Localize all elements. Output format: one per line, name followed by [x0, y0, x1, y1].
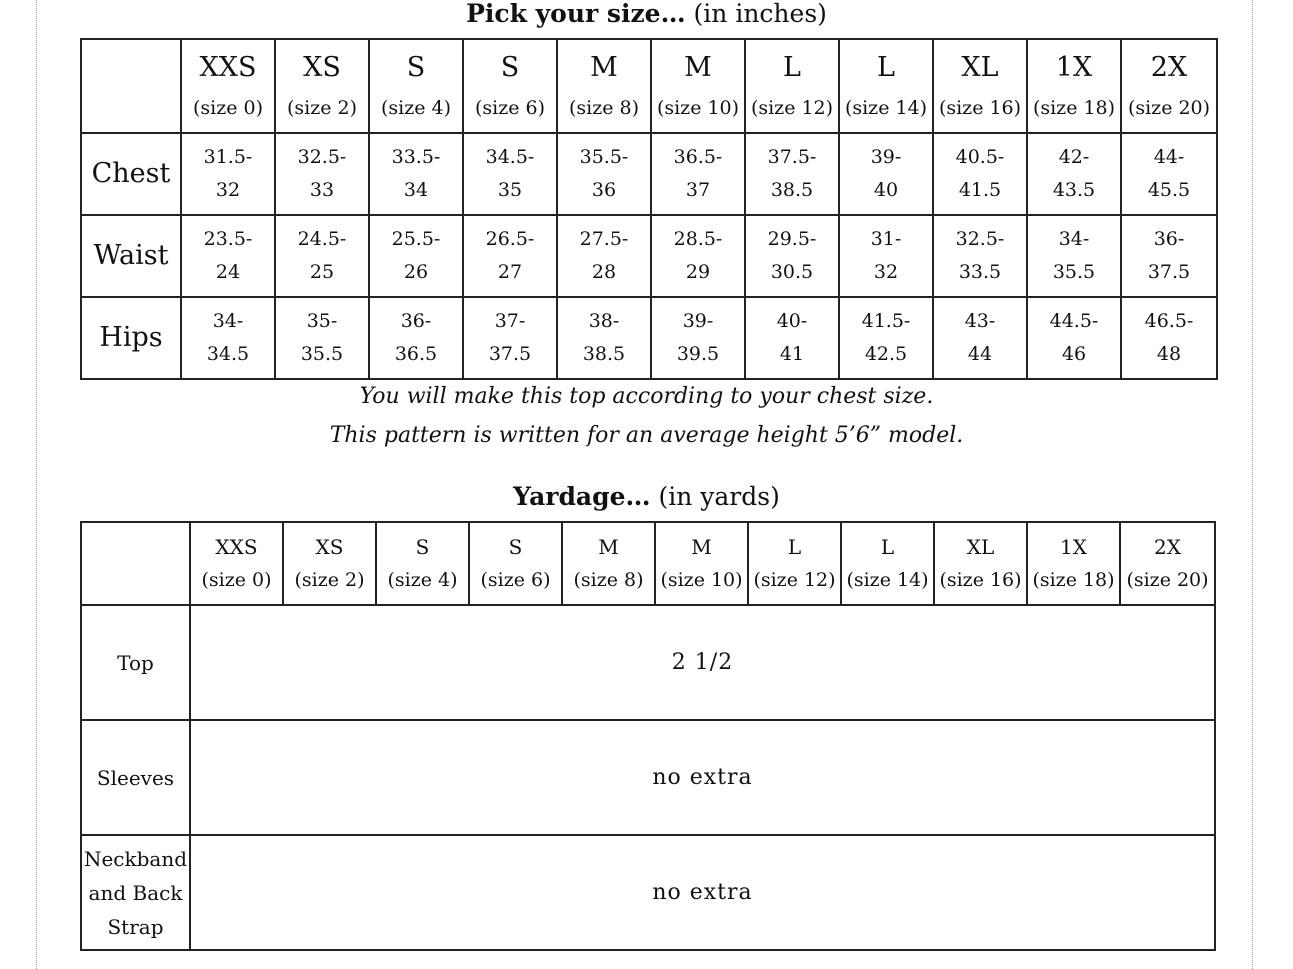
measurement-range-end: 41.5	[958, 179, 1002, 201]
yardage-title-bold: Yardage…	[513, 482, 651, 511]
measurement-cell	[181, 215, 275, 297]
measurement-range-end: 24	[215, 261, 241, 283]
measurement-range-start: 31-	[870, 228, 902, 250]
measurement-range-start: 32.5-	[297, 146, 347, 168]
size-label: S	[406, 52, 426, 83]
measurement-row-waist	[81, 215, 1217, 297]
yardage-title	[0, 483, 1293, 511]
size-header-cell	[655, 522, 748, 605]
size-label: 2X	[1150, 52, 1188, 83]
measurement-range-end: 36	[591, 179, 617, 201]
measurement-range-end: 37	[685, 179, 711, 201]
size-number: (size 8)	[573, 569, 644, 591]
size-number: (size 2)	[294, 569, 365, 591]
measurement-range-start: 44.5-	[1049, 310, 1099, 332]
yardage-item-label-line: Neckband	[83, 846, 188, 871]
measurement-range-end: 25	[309, 261, 335, 283]
measurement-range-start: 36-	[400, 310, 432, 332]
measurement-range-end: 42.5	[864, 343, 908, 365]
yardage-value-cell	[190, 605, 1215, 720]
size-header-cell	[181, 39, 275, 133]
measurement-cell	[1027, 215, 1121, 297]
measurement-range-end: 32	[873, 261, 899, 283]
measurement-cell	[369, 215, 463, 297]
size-number: (size 14)	[844, 97, 928, 119]
size-label: L	[880, 535, 895, 559]
height-note: This pattern is written for an average height 5’6” model.	[329, 423, 964, 448]
measurement-range-end: 43.5	[1052, 179, 1096, 201]
size-label: M	[691, 535, 712, 559]
size-number: (size 16)	[939, 569, 1022, 591]
measurement-cell	[839, 215, 933, 297]
size-header-cell	[469, 522, 562, 605]
measurement-range-start: 33.5-	[391, 146, 441, 168]
measurement-range-start: 26.5-	[485, 228, 535, 250]
size-header-cell	[1121, 39, 1217, 133]
chest-size-note: You will make this top according to your chest size.	[359, 384, 934, 409]
size-label: XS	[303, 52, 341, 83]
size-header-cell	[369, 39, 463, 133]
size-header-cell	[562, 522, 655, 605]
size-label: S	[500, 52, 520, 83]
measurement-cell	[557, 215, 651, 297]
size-header-cell	[1120, 522, 1215, 605]
size-header-cell	[463, 39, 557, 133]
size-header-cell	[745, 39, 839, 133]
measurement-range-start: 35-	[306, 310, 338, 332]
measurement-cell	[181, 297, 275, 379]
measurement-range-end: 38.5	[582, 343, 626, 365]
measurement-cell	[557, 133, 651, 215]
measurement-cell	[275, 133, 369, 215]
measurement-range-start: 35.5-	[579, 146, 629, 168]
measurement-cell	[275, 215, 369, 297]
size-number: (size 18)	[1032, 97, 1116, 119]
size-chart-table	[80, 38, 1218, 380]
size-label: S	[508, 535, 523, 559]
size-number: (size 8)	[568, 97, 640, 119]
measurement-range-end: 45.5	[1147, 179, 1191, 201]
measurement-cell	[745, 133, 839, 215]
size-header-cell	[1027, 39, 1121, 133]
size-chart-title-bold: Pick your size…	[466, 0, 686, 28]
size-label: M	[598, 535, 619, 559]
measurement-range-start: 31.5-	[203, 146, 253, 168]
yardage-item-label-line: and Back	[88, 880, 183, 905]
measurement-row-hips	[81, 297, 1217, 379]
measurement-label: Waist	[81, 215, 181, 297]
measurement-range-end: 48	[1156, 343, 1182, 365]
measurement-range-end: 37.5	[1147, 261, 1191, 283]
size-label: XS	[315, 535, 344, 559]
size-label: 1X	[1060, 535, 1087, 559]
size-number: (size 16)	[938, 97, 1022, 119]
measurement-cell	[463, 297, 557, 379]
size-header-cell	[190, 522, 283, 605]
measurement-range-end: 39.5	[676, 343, 720, 365]
yardage-item-label-line: Sleeves	[96, 765, 175, 790]
measurement-range-start: 40.5-	[955, 146, 1005, 168]
measurement-range-start: 36.5-	[673, 146, 723, 168]
measurement-range-end: 28	[591, 261, 617, 283]
size-label: XXS	[199, 52, 257, 83]
measurement-range-end: 33	[309, 179, 335, 201]
measurement-range-start: 39-	[870, 146, 902, 168]
measurement-range-end: 32	[215, 179, 241, 201]
measurement-range-start: 42-	[1058, 146, 1090, 168]
measurement-cell	[369, 133, 463, 215]
measurement-cell	[839, 133, 933, 215]
measurement-range-end: 35.5	[1052, 261, 1096, 283]
size-number: (size 10)	[656, 97, 740, 119]
yardage-row	[81, 605, 1215, 720]
size-label: M	[590, 52, 618, 83]
measurement-cell	[1027, 297, 1121, 379]
size-number: (size 18)	[1032, 569, 1115, 591]
yardage-item-label-line: Top	[117, 650, 154, 675]
size-header-row	[81, 39, 1217, 133]
measurement-cell	[839, 297, 933, 379]
yardage-row	[81, 720, 1215, 835]
size-number: (size 20)	[1126, 569, 1209, 591]
measurement-range-start: 37-	[494, 310, 526, 332]
size-label: XXS	[215, 535, 258, 559]
measurement-cell	[463, 215, 557, 297]
measurement-cell	[1027, 133, 1121, 215]
yardage-value: no extra	[652, 879, 753, 905]
yardage-title-rest: (in yards)	[650, 482, 780, 511]
measurement-range-end: 38.5	[770, 179, 814, 201]
size-number: (size 10)	[660, 569, 743, 591]
measurement-cell	[1121, 133, 1217, 215]
measurement-range-end: 27	[497, 261, 523, 283]
measurement-label: Chest	[81, 133, 181, 215]
measurement-range-start: 34-	[1058, 228, 1090, 250]
measurement-range-start: 39-	[682, 310, 714, 332]
measurement-range-start: 34.5-	[485, 146, 535, 168]
size-header-cell	[839, 39, 933, 133]
size-header-cell	[283, 522, 376, 605]
size-header-cell	[1027, 522, 1120, 605]
measurement-range-start: 40-	[776, 310, 808, 332]
size-header-cell	[934, 522, 1027, 605]
size-chart-title	[0, 0, 1293, 28]
measurement-range-end: 33.5	[958, 261, 1002, 283]
measurement-label: Hips	[81, 297, 181, 379]
measurement-range-end: 30.5	[770, 261, 814, 283]
measurement-range-end: 34.5	[206, 343, 250, 365]
measurement-range-start: 36-	[1153, 228, 1185, 250]
size-label: M	[684, 52, 712, 83]
size-number: (size 0)	[192, 97, 264, 119]
measurement-range-start: 44-	[1153, 146, 1185, 168]
size-chart-title-rest: (in inches)	[685, 0, 827, 28]
measurement-range-start: 29.5-	[767, 228, 817, 250]
size-label: XL	[966, 535, 995, 559]
measurement-range-start: 34-	[212, 310, 244, 332]
measurement-range-start: 24.5-	[297, 228, 347, 250]
measurement-cell	[181, 133, 275, 215]
size-number: (size 4)	[387, 569, 458, 591]
measurement-range-start: 25.5-	[391, 228, 441, 250]
measurement-row-chest	[81, 133, 1217, 215]
measurement-cell	[933, 133, 1027, 215]
size-label: L	[877, 52, 895, 83]
size-label: 1X	[1055, 52, 1093, 83]
measurement-range-start: 38-	[588, 310, 620, 332]
yardage-item-label-line: Strap	[107, 914, 164, 939]
measurement-cell	[275, 297, 369, 379]
size-number: (size 4)	[380, 97, 452, 119]
measurement-cell	[651, 133, 745, 215]
size-label: S	[415, 535, 430, 559]
corner-cell	[81, 39, 181, 133]
measurement-cell	[557, 297, 651, 379]
measurement-cell	[745, 215, 839, 297]
yardage-table	[80, 521, 1216, 951]
yardage-value: no extra	[652, 764, 753, 790]
measurement-range-start: 41.5-	[861, 310, 911, 332]
size-header-cell	[841, 522, 934, 605]
yardage-item-label	[81, 720, 190, 835]
corner-cell	[81, 522, 190, 605]
measurement-range-end: 44	[967, 343, 993, 365]
measurement-range-end: 34	[403, 179, 429, 201]
measurement-range-end: 26	[403, 261, 429, 283]
measurement-range-end: 37.5	[488, 343, 532, 365]
size-label: 2X	[1154, 535, 1181, 559]
measurement-cell	[651, 215, 745, 297]
measurement-range-start: 28.5-	[673, 228, 723, 250]
size-header-cell	[933, 39, 1027, 133]
measurement-cell	[933, 215, 1027, 297]
measurement-cell	[463, 133, 557, 215]
yardage-value-cell	[190, 835, 1215, 950]
measurement-range-start: 23.5-	[203, 228, 253, 250]
measurement-cell	[1121, 297, 1217, 379]
measurement-cell	[933, 297, 1027, 379]
measurement-range-start: 46.5-	[1144, 310, 1194, 332]
measurement-range-end: 35.5	[300, 343, 344, 365]
measurement-range-end: 40	[873, 179, 899, 201]
size-header-cell	[376, 522, 469, 605]
size-header-cell	[275, 39, 369, 133]
measurement-range-start: 43-	[964, 310, 996, 332]
measurement-cell	[369, 297, 463, 379]
size-label: XL	[961, 52, 999, 83]
measurement-range-start: 32.5-	[955, 228, 1005, 250]
size-label: L	[787, 535, 802, 559]
measurement-range-start: 27.5-	[579, 228, 629, 250]
measurement-cell	[651, 297, 745, 379]
size-label: L	[783, 52, 801, 83]
measurement-cell	[1121, 215, 1217, 297]
size-header-cell	[557, 39, 651, 133]
size-number: (size 6)	[480, 569, 551, 591]
size-header-cell	[748, 522, 841, 605]
size-header-cell	[651, 39, 745, 133]
size-number: (size 2)	[286, 97, 358, 119]
measurement-range-end: 29	[685, 261, 711, 283]
size-number: (size 0)	[201, 569, 272, 591]
yardage-item-label	[81, 605, 190, 720]
size-number: (size 14)	[846, 569, 929, 591]
yardage-value-cell	[190, 720, 1215, 835]
measurement-range-end: 46	[1061, 343, 1087, 365]
measurement-range-start: 37.5-	[767, 146, 817, 168]
size-header-row	[81, 522, 1215, 605]
yardage-item-label	[81, 835, 190, 950]
yardage-value: 2 1/2	[671, 649, 734, 675]
size-number: (size 12)	[750, 97, 834, 119]
measurement-range-end: 36.5	[394, 343, 438, 365]
measurement-range-end: 35	[497, 179, 523, 201]
measurement-cell	[745, 297, 839, 379]
yardage-row	[81, 835, 1215, 950]
size-number: (size 20)	[1127, 97, 1211, 119]
size-number: (size 12)	[753, 569, 836, 591]
measurement-range-end: 41	[779, 343, 805, 365]
size-number: (size 6)	[474, 97, 546, 119]
